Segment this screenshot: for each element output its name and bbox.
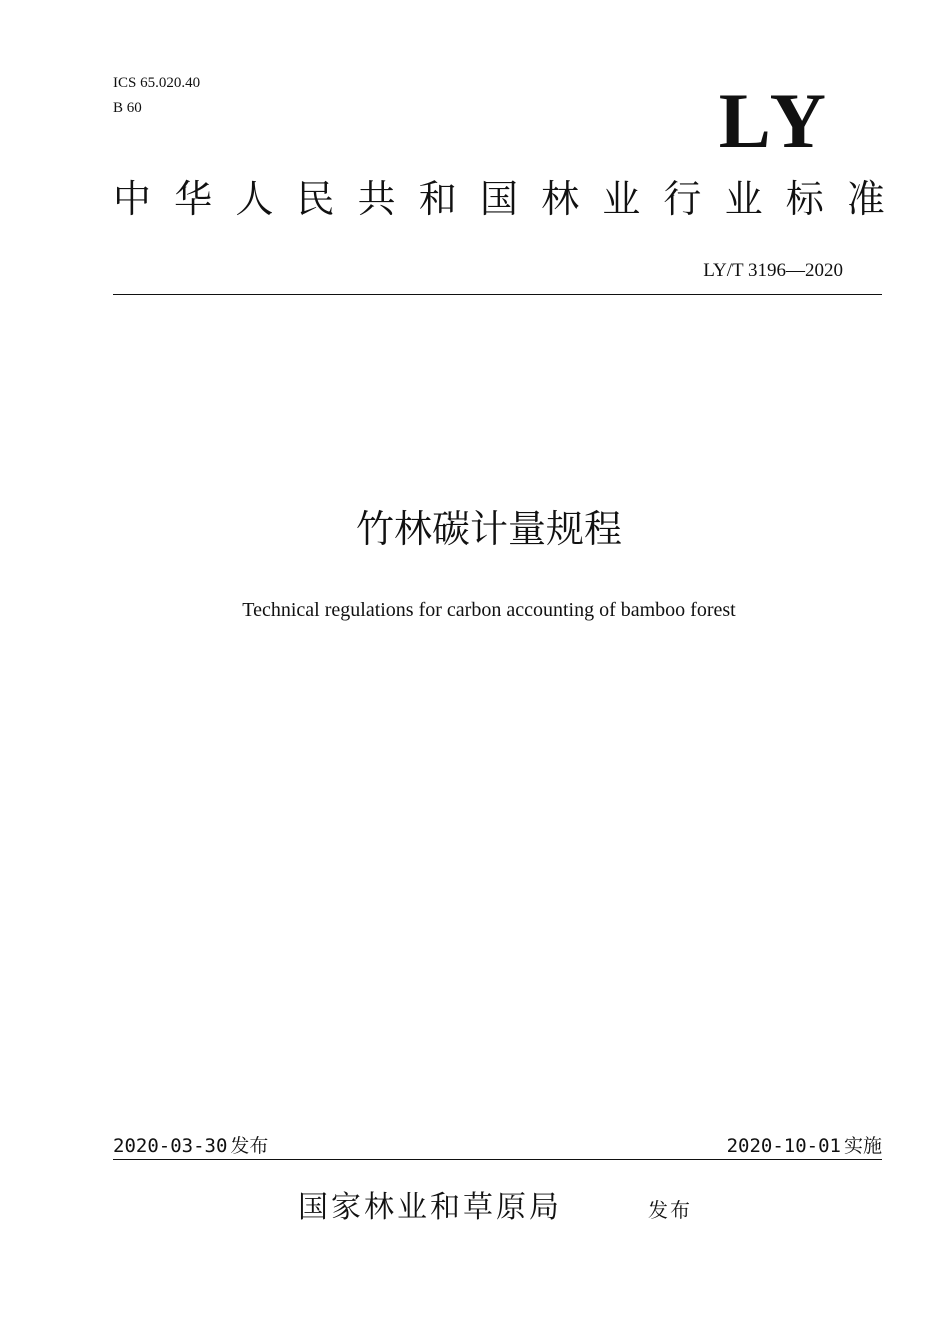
issuer-name: 国家林业和草原局 <box>298 1190 562 1225</box>
standard-number: LY/T 3196—2020 <box>703 260 843 281</box>
implement-label: 实施 <box>843 1135 882 1157</box>
issuer-suffix: 发布 <box>648 1198 692 1222</box>
issue-date: 2020-03-30 <box>113 1135 228 1157</box>
chinese-title: 竹林碳计量规程 <box>355 507 622 551</box>
standard-type-char: 人 <box>235 177 274 221</box>
implement-date: 2020-10-01 <box>726 1135 841 1157</box>
standard-type-char: 业 <box>602 177 641 221</box>
issue-date-line <box>113 1134 268 1158</box>
standard-type-char: 标 <box>785 177 824 221</box>
standard-type-char: 和 <box>418 177 457 221</box>
header-divider <box>113 294 882 295</box>
standard-type-char: 中 <box>113 177 152 221</box>
footer-divider <box>113 1159 882 1160</box>
ly-logo: LY <box>718 77 832 164</box>
standard-type-char: 林 <box>541 177 580 221</box>
ccs-code: B 60 <box>113 100 142 116</box>
standard-type-char: 共 <box>357 177 396 221</box>
implement-date-line <box>727 1134 882 1158</box>
ics-code: ICS 65.020.40 <box>113 75 201 91</box>
english-title: Technical regulations for carbon accounting of bamboo forest <box>242 599 736 621</box>
standard-type-char: 华 <box>174 177 213 221</box>
standard-type-title <box>113 176 885 222</box>
standard-type-char: 业 <box>724 177 763 221</box>
issue-label: 发布 <box>230 1135 269 1157</box>
standard-type-char: 行 <box>663 177 702 221</box>
standard-type-char: 国 <box>479 177 518 221</box>
standard-type-char: 准 <box>846 177 885 221</box>
standard-type-char: 民 <box>296 177 335 221</box>
